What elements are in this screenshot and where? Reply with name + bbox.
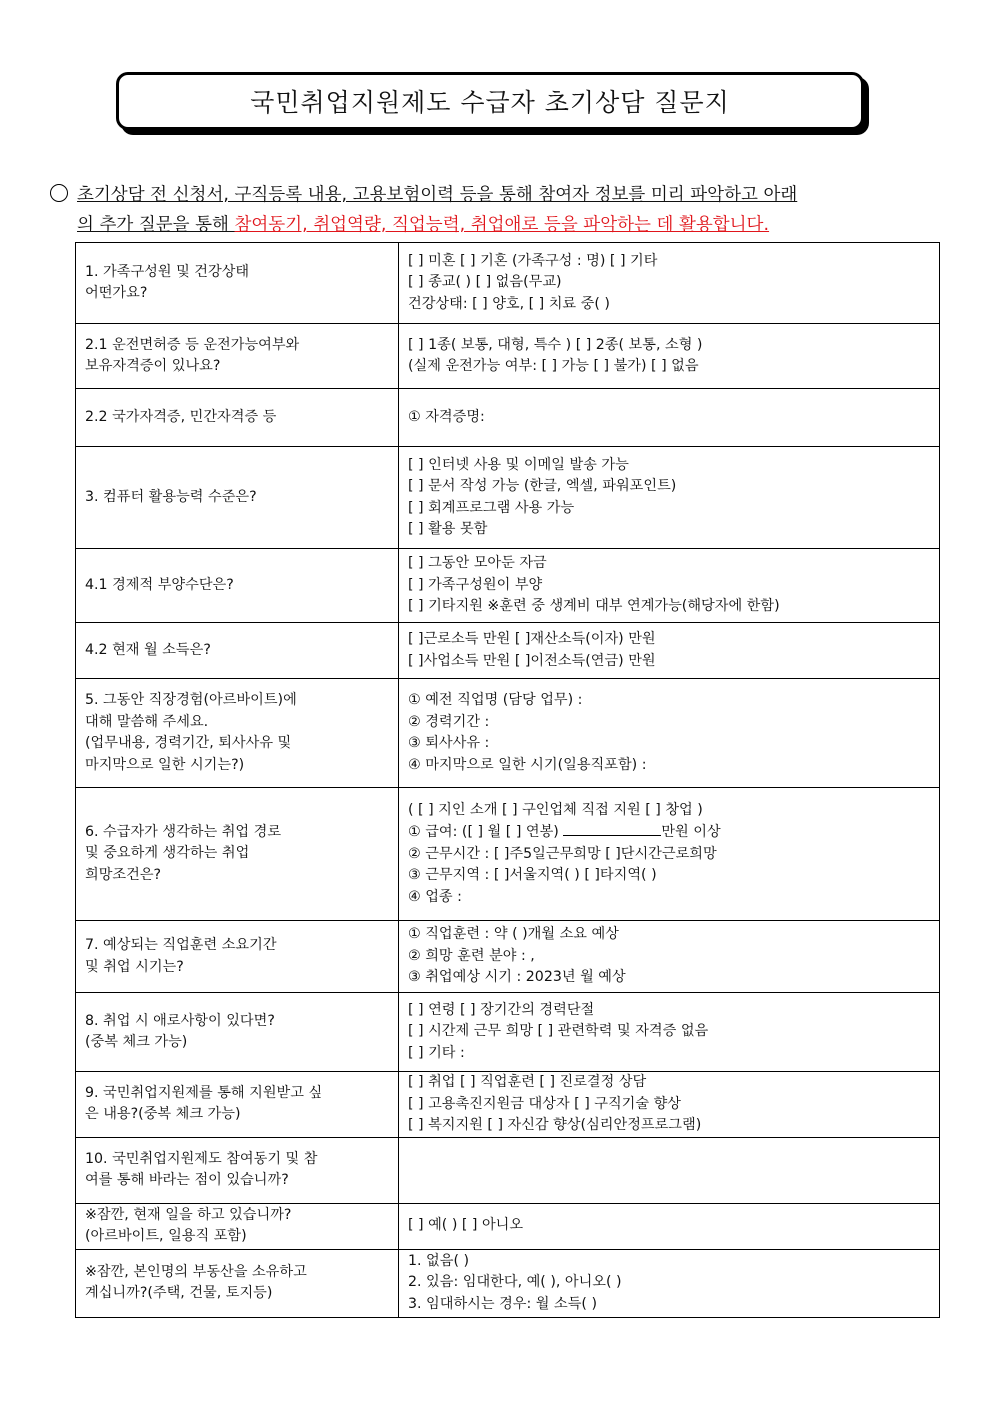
answer-cell[interactable]: [ ] 그동안 모아둔 자금 [ ] 가족구성원이 부양 [ ] 기타지원 ※훈련 중 생계비 대부 연계가능(해당자에 한함) (399, 549, 940, 623)
question-row (76, 921, 940, 993)
question-row (76, 788, 940, 921)
question-row (76, 1137, 940, 1203)
question-cell: 7. 예상되는 직업훈련 소요기간 및 취업 시기는? (76, 921, 399, 993)
intro-line-2-prefix: 의 추가 질문을 통해 (77, 215, 235, 235)
answer-cell[interactable]: ① 직업훈련 : 약 ( )개월 소요 예상 ② 희망 훈련 분야 : , ③ 취업예상 시기 : 2023년 월 예상 (399, 921, 940, 993)
answer-cell[interactable]: [ ] 연령 [ ] 장기간의 경력단절 [ ] 시간제 근무 희망 [ ] 관련학력 및 자격증 없음 [ ] 기타 : (399, 993, 940, 1072)
answer-cell[interactable]: [ ] 미혼 [ ] 기혼 (가족구성 : 명) [ ] 기타 [ ] 종교( ) [ ] 없음(무교) 건강상태: [ ] 양호, [ ] 치료 중( ) (399, 243, 940, 324)
salary-blank[interactable] (563, 821, 661, 836)
answer-cell[interactable]: [ ] 인터넷 사용 및 이메일 발송 가능 [ ] 문서 작성 가능 (한글, 엑셀, 파워포인트) [ ] 회계프로그램 사용 가능 [ ] 활용 못함 (399, 447, 940, 549)
question-row (76, 243, 940, 324)
intro-line-1: 초기상담 전 신청서, 구직등록 내용, 고용보험이력 등을 통해 참여자 정보를 미리 파악하고 아래 (77, 185, 798, 205)
question-row (76, 993, 940, 1072)
question-cell: 9. 국민취업지원제를 통해 지원받고 싶 은 내용?(중복 체크 가능) (76, 1072, 399, 1138)
question-row (76, 623, 940, 679)
answer-cell[interactable]: [ ] 취업 [ ] 직업훈련 [ ] 진로결정 상담 [ ] 고용촉진지원금 대상자 [ ] 구직기술 향상 [ ] 복지지원 [ ] 자신감 향상(심리안정프로그램) (399, 1072, 940, 1138)
question-row (76, 679, 940, 788)
answer-cell[interactable]: ① 예전 직업명 (담당 업무) : ② 경력기간 : ③ 퇴사사유 : ④ 마지막으로 일한 시기(일용직포함) : (399, 679, 940, 788)
question-row (76, 389, 940, 447)
question-cell: 3. 컴퓨터 활용능력 수준은? (76, 447, 399, 549)
answer-cell[interactable]: ( [ ] 지인 소개 [ ] 구인업체 직접 지원 [ ] 창업 ) ① 급여: ([ ] 월 [ ] 연봉) 만원 이상 ② 근무시간 : [ ]주5일근무희망 [ ]단시간근로희망 ③ 근무지역 : [ ]서울지역( ) [ ]타지역( ) ④ 업종 : (399, 788, 940, 921)
answer-cell[interactable]: ① 자격증명: (399, 389, 940, 447)
question-row (76, 1203, 940, 1249)
question-row (76, 549, 940, 623)
answer-cell[interactable] (399, 1137, 940, 1203)
intro-line-2 (77, 210, 769, 240)
question-row (76, 447, 940, 549)
circle-bullet-icon (50, 184, 68, 202)
question-cell: 4.2 현재 월 소득은? (76, 623, 399, 679)
question-cell: 8. 취업 시 애로사항이 있다면? (중복 체크 가능) (76, 993, 399, 1072)
question-cell: 2.1 운전면허증 등 운전가능여부와 보유자격증이 있나요? (76, 324, 399, 389)
question-cell: 4.1 경제적 부양수단은? (76, 549, 399, 623)
form-title-box (116, 72, 864, 130)
question-cell: ※잠깐, 현재 일을 하고 있습니까? (아르바이트, 일용직 포함) (76, 1203, 399, 1249)
question-row (76, 324, 940, 389)
question-cell: 6. 수급자가 생각하는 취업 경로 및 중요하게 생각하는 취업 희망조건은? (76, 788, 399, 921)
intro-highlight: 참여동기, 취업역량, 직업능력, 취업애로 등을 파악하는 데 활용합니다. (234, 215, 770, 235)
answer-cell[interactable]: [ ] 1종( 보통, 대형, 특수 ) [ ] 2종( 보통, 소형 ) (실제 운전가능 여부: [ ] 가능 [ ] 불가) [ ] 없음 (399, 324, 940, 389)
question-cell: ※잠깐, 본인명의 부동산을 소유하고 계십니까?(주택, 건물, 토지등) (76, 1249, 399, 1317)
question-row (76, 1249, 940, 1317)
page-title: 국민취업지원제도 수급자 초기상담 질문지 (250, 88, 730, 117)
salary-line: ① 급여: ([ ] 월 [ ] 연봉) 만원 이상 (408, 821, 933, 844)
question-row (76, 1072, 940, 1138)
answer-cell[interactable]: 1. 없음( ) 2. 있음: 임대한다, 예( ), 아니오( ) 3. 임대하시는 경우: 월 소득( ) (399, 1249, 940, 1317)
question-cell: 2.2 국가자격증, 민간자격증 등 (76, 389, 399, 447)
question-cell: 1. 가족구성원 및 건강상태 어떤가요? (76, 243, 399, 324)
answer-cell[interactable]: [ ] 예( ) [ ] 아니오 (399, 1203, 940, 1249)
question-cell: 5. 그동안 직장경험(아르바이트)에 대해 말씀해 주세요. (업무내용, 경력기간, 퇴사사유 및 마지막으로 일한 시기는?) (76, 679, 399, 788)
question-cell: 10. 국민취업지원제도 참여동기 및 참 여를 통해 바라는 점이 있습니까? (76, 1137, 399, 1203)
answer-cell[interactable]: [ ]근로소득 만원 [ ]재산소득(이자) 만원 [ ]사업소득 만원 [ ]이전소득(연금) 만원 (399, 623, 940, 679)
questionnaire-table (75, 242, 940, 1318)
